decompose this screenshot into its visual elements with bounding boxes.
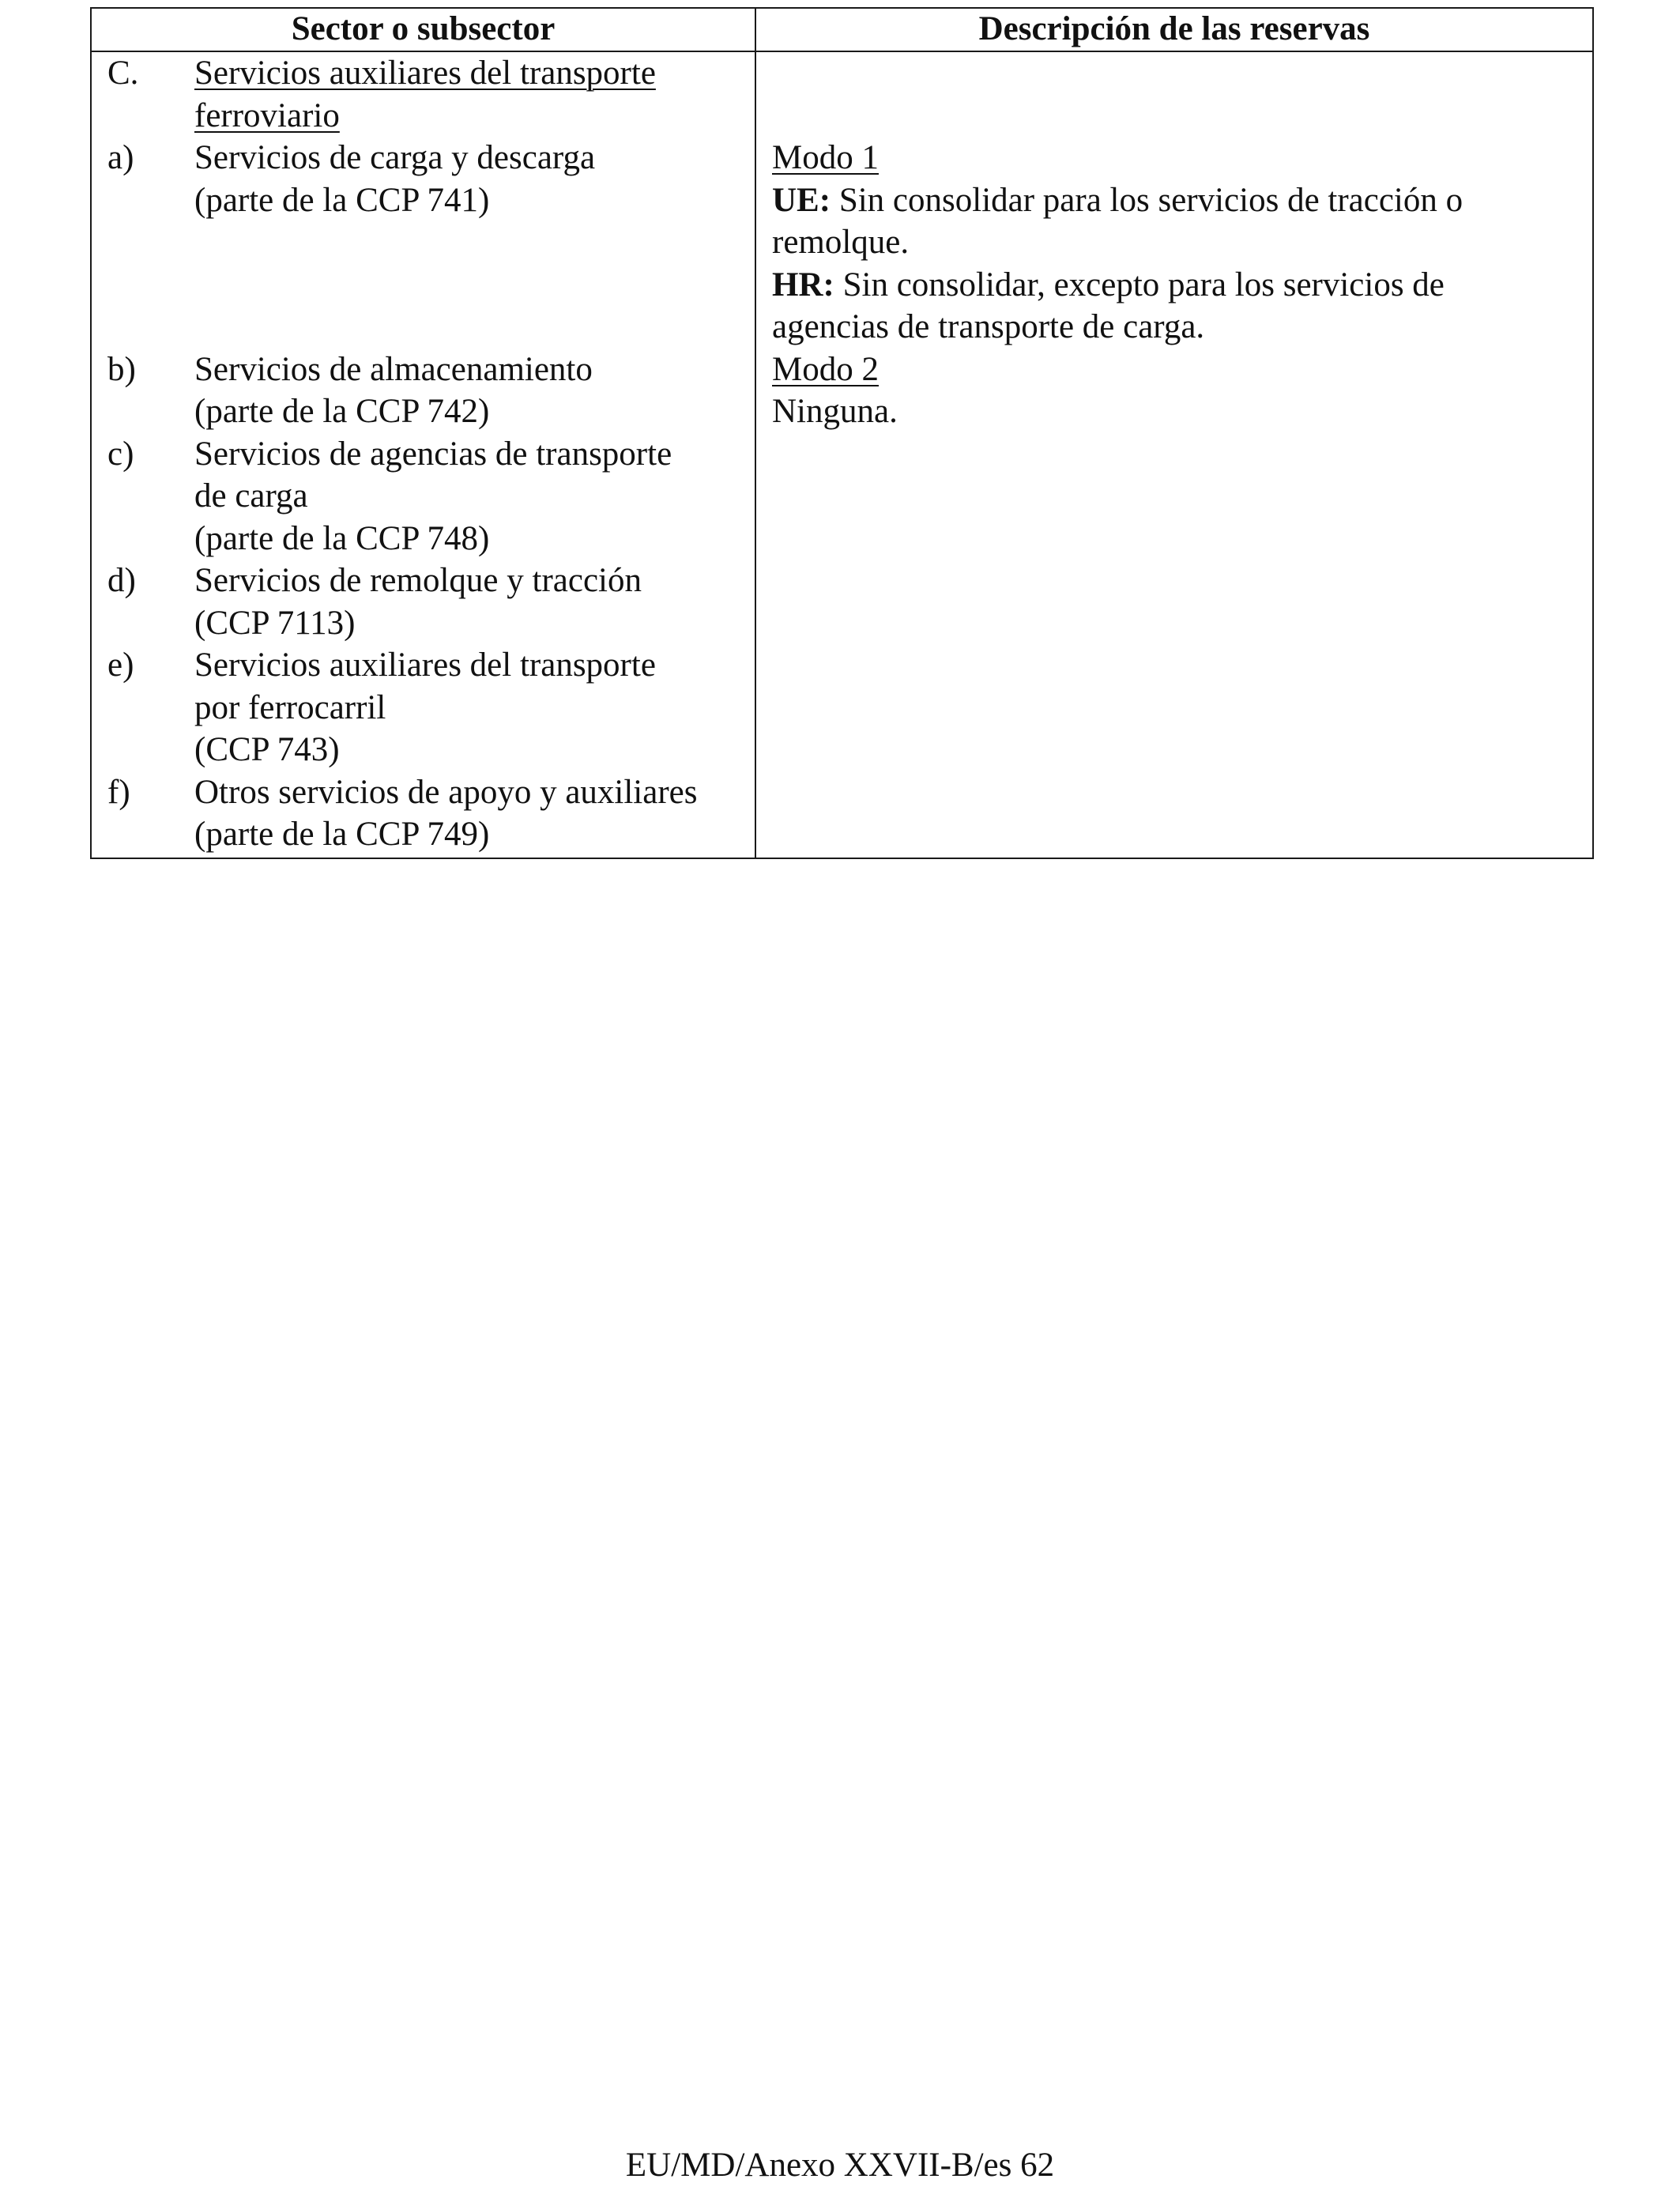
hr-label: HR: [772, 266, 834, 303]
list-item-e [107, 644, 747, 771]
sector-cell [91, 51, 755, 858]
modo1-heading: Modo 1 [772, 139, 879, 176]
section-title-line2: ferroviario [194, 96, 340, 134]
ue-reservation-line2: remolque. [772, 224, 910, 261]
modo2-text: Ninguna. [772, 393, 898, 430]
section-marker: C. [107, 55, 139, 92]
item-marker: d) [107, 562, 136, 599]
item-line: (parte de la CCP 748) [194, 519, 490, 557]
list-item-f [107, 771, 747, 856]
item-line: (parte de la CCP 742) [194, 393, 490, 430]
description-cell [755, 51, 1593, 858]
item-marker: b) [107, 350, 136, 388]
header-description: Descripción de las reservas [755, 8, 1593, 51]
item-line: por ferrocarril [194, 688, 386, 726]
list-item-a [107, 137, 747, 349]
modo2-heading: Modo 2 [772, 350, 879, 388]
item-marker: c) [107, 435, 134, 473]
item-line: (parte de la CCP 749) [194, 816, 490, 853]
reservations-table [90, 7, 1594, 859]
hr-reservation-line2: agencias de transporte de carga. [772, 308, 1205, 345]
header-sector: Sector o subsector [91, 8, 755, 51]
page-footer: EU/MD/Anexo XXVII-B/es 62 [625, 2147, 1055, 2184]
list-item-c [107, 433, 747, 560]
ue-reservation-line1 [772, 179, 1578, 222]
item-marker: a) [107, 139, 134, 176]
item-line: de carga [194, 477, 308, 515]
ue-label: UE: [772, 181, 831, 219]
item-marker: f) [107, 773, 130, 811]
ue-text: Sin consolidar para los servicios de tracción o [831, 181, 1463, 219]
item-line: Servicios de remolque y tracción [194, 562, 642, 599]
hr-reservation-line1 [772, 264, 1578, 307]
item-line: Otros servicios de apoyo y auxiliares [194, 773, 698, 811]
section-title-line1: Servicios auxiliares del transporte [194, 55, 656, 92]
hr-text: Sin consolidar, excepto para los servicios de [834, 266, 1445, 303]
table-row [91, 51, 1593, 858]
list-item-b [107, 349, 747, 433]
item-line: Servicios auxiliares del transporte [194, 647, 656, 684]
section-heading [107, 52, 747, 137]
item-line: Servicios de agencias de transporte [194, 435, 672, 473]
item-marker: e) [107, 647, 134, 684]
table-header-row [91, 8, 1593, 51]
item-line: (CCP 7113) [194, 604, 356, 642]
item-line: Servicios de carga y descarga [194, 139, 596, 176]
item-line: (CCP 743) [194, 731, 340, 768]
item-line: Servicios de almacenamiento [194, 350, 593, 388]
list-item-d [107, 560, 747, 644]
item-line: (parte de la CCP 741) [194, 181, 490, 219]
